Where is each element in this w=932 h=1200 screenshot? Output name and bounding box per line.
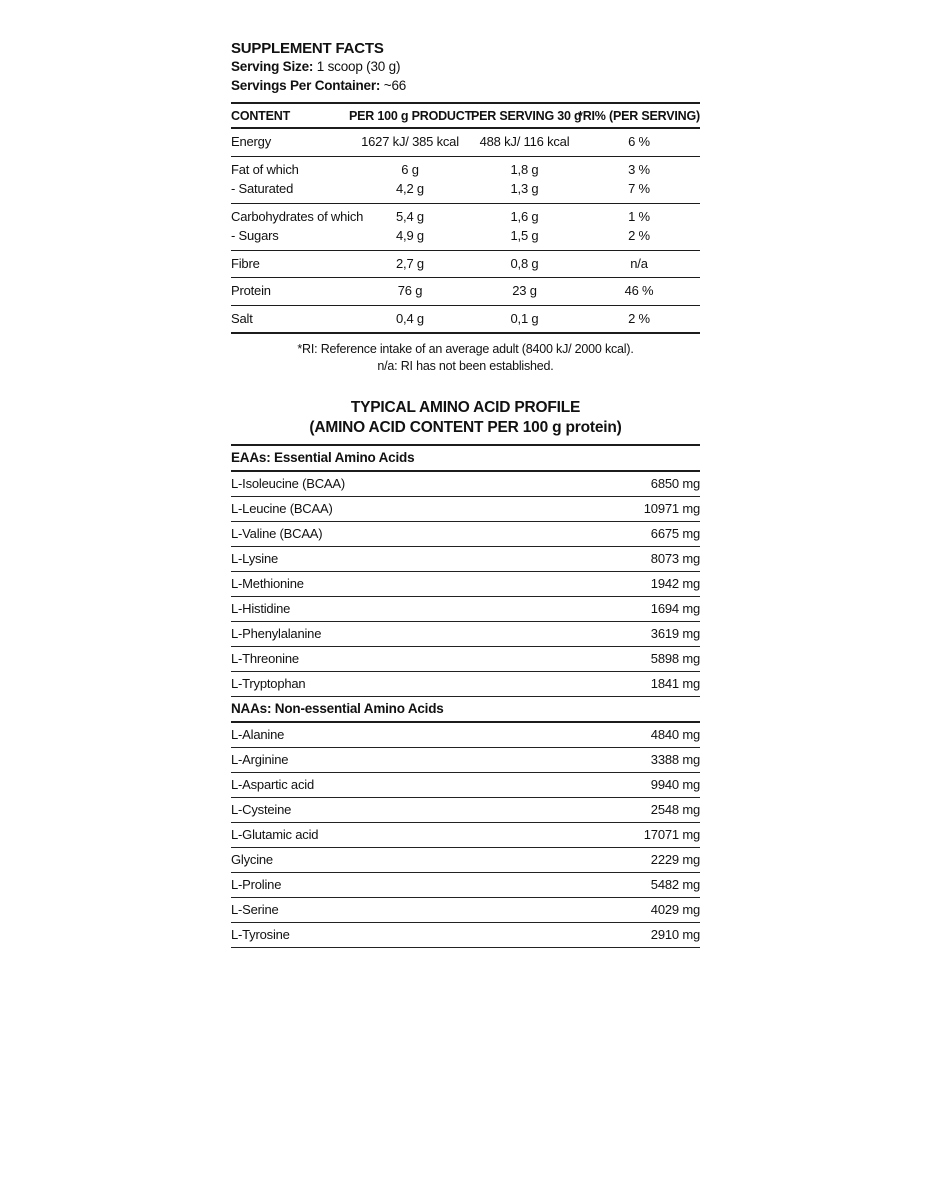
facts-row-carbohydrates xyxy=(231,204,700,251)
amino-row xyxy=(231,923,700,948)
nutrient-name: Energy xyxy=(231,134,271,149)
amino-row xyxy=(231,572,700,597)
nutrient-per-100g: 6 g xyxy=(401,161,419,177)
nutrient-name: Salt xyxy=(231,310,253,326)
amino-value: 4029 mg xyxy=(650,902,700,917)
amino-row xyxy=(231,622,700,647)
nutrient-per-serving: 1,5 g xyxy=(510,228,539,243)
nutrient-per-serving: 0,1 g xyxy=(510,310,539,326)
amino-name: L-Isoleucine (BCAA) xyxy=(231,476,345,491)
amino-row xyxy=(231,597,700,622)
nutrient-name: Fat of which xyxy=(231,161,299,177)
facts-table xyxy=(231,102,700,334)
facts-row-energy xyxy=(231,129,700,157)
nutrient-ri: 1 % xyxy=(628,208,650,224)
supplement-label xyxy=(231,39,700,948)
facts-row-protein xyxy=(231,278,700,306)
facts-line xyxy=(231,226,700,246)
nutrient-ri: n/a xyxy=(630,255,648,271)
nutrient-ri: 46 % xyxy=(624,283,654,298)
facts-line xyxy=(231,281,700,301)
amino-row xyxy=(231,522,700,547)
nutrient-per-serving: 1,6 g xyxy=(510,208,539,224)
amino-name: Glycine xyxy=(231,852,273,867)
section-header-eaas: EAAs: Essential Amino Acids xyxy=(231,446,700,472)
nutrient-name: Carbohydrates of which xyxy=(231,208,364,224)
amino-value: 1841 mg xyxy=(650,676,700,691)
facts-line xyxy=(231,179,700,199)
nutrient-ri: 6 % xyxy=(628,134,650,149)
amino-name: L-Valine (BCAA) xyxy=(231,526,323,541)
nutrient-per-serving: 488 kJ/ 116 kcal xyxy=(479,134,570,149)
nutrient-name: Fibre xyxy=(231,255,260,271)
section-header-naas: NAAs: Non-essential Amino Acids xyxy=(231,697,700,723)
nutrient-name: - Saturated xyxy=(231,181,294,196)
serving-size-label: Serving Size: xyxy=(231,59,314,74)
amino-name: L-Tryptophan xyxy=(231,676,306,691)
amino-name: L-Phenylalanine xyxy=(231,626,322,641)
nutrient-per-100g: 4,2 g xyxy=(396,181,424,196)
amino-name: L-Proline xyxy=(231,877,282,892)
nutrient-name: - Sugars xyxy=(231,228,279,243)
amino-row xyxy=(231,647,700,672)
nutrient-per-100g: 4,9 g xyxy=(396,228,424,243)
servings-per-container-value: ~66 xyxy=(383,77,407,93)
servings-per-container-label: Servings Per Container: xyxy=(231,77,381,93)
nutrient-per-serving: 23 g xyxy=(512,283,537,298)
nutrient-per-serving: 1,3 g xyxy=(510,181,539,196)
amino-name: L-Leucine (BCAA) xyxy=(231,501,333,516)
servings-per-container-row xyxy=(231,77,700,96)
amino-value: 5482 mg xyxy=(650,877,700,892)
facts-header-row xyxy=(231,104,700,129)
nutrient-ri: 2 % xyxy=(628,310,650,326)
facts-line xyxy=(231,207,700,227)
amino-row xyxy=(231,547,700,572)
amino-name: L-Threonine xyxy=(231,651,299,666)
amino-row xyxy=(231,497,700,522)
amino-row xyxy=(231,823,700,848)
amino-name: L-Aspartic acid xyxy=(231,777,314,792)
amino-profile-title xyxy=(231,398,700,438)
amino-row xyxy=(231,848,700,873)
facts-row-salt xyxy=(231,306,700,335)
serving-size-row xyxy=(231,58,700,77)
footnotes xyxy=(231,341,700,375)
nutrient-per-100g: 76 g xyxy=(397,283,423,298)
amino-value: 4840 mg xyxy=(650,727,700,742)
facts-row-fat xyxy=(231,157,700,204)
nutrient-ri: 3 % xyxy=(628,161,650,177)
amino-value: 5898 mg xyxy=(650,651,700,666)
facts-line xyxy=(231,309,700,329)
amino-name: L-Glutamic acid xyxy=(231,827,319,842)
amino-row xyxy=(231,472,700,497)
supplement-facts-title: SUPPLEMENT FACTS xyxy=(231,40,384,57)
nutrient-per-100g: 0,4 g xyxy=(396,310,424,326)
facts-line xyxy=(231,160,700,180)
col-ri-percent: *RI% (PER SERVING) xyxy=(578,109,700,123)
amino-row xyxy=(231,723,700,748)
nutrient-ri: 7 % xyxy=(628,181,650,196)
serving-size-value: 1 scoop (30 g) xyxy=(316,59,401,74)
amino-name: L-Lysine xyxy=(231,551,279,566)
nutrient-per-100g: 1627 kJ/ 385 kcal xyxy=(361,134,459,149)
amino-name: L-Alanine xyxy=(231,727,285,742)
nutrient-per-100g: 2,7 g xyxy=(396,255,424,271)
amino-value: 9940 mg xyxy=(650,777,700,792)
nutrient-per-100g: 5,4 g xyxy=(396,208,424,224)
amino-row xyxy=(231,873,700,898)
amino-value: 1942 mg xyxy=(650,576,700,591)
nutrient-per-serving: 0,8 g xyxy=(510,255,539,271)
facts-line xyxy=(231,254,700,274)
amino-value: 8073 mg xyxy=(650,551,700,566)
amino-row xyxy=(231,773,700,798)
amino-title-line1: TYPICAL AMINO ACID PROFILE xyxy=(350,399,581,416)
amino-value: 2548 mg xyxy=(650,802,700,817)
nutrient-name: Protein xyxy=(231,283,271,298)
col-per-100g: PER 100 g PRODUCT xyxy=(349,109,473,123)
facts-row-fibre xyxy=(231,251,700,279)
facts-line xyxy=(231,132,700,152)
amino-value: 2910 mg xyxy=(650,927,700,942)
amino-value: 6850 mg xyxy=(650,476,700,491)
amino-name: L-Serine xyxy=(231,902,279,917)
amino-row xyxy=(231,898,700,923)
amino-value: 10971 mg xyxy=(643,501,700,516)
amino-acid-table xyxy=(231,444,700,948)
amino-row xyxy=(231,748,700,773)
amino-row xyxy=(231,798,700,823)
nutrient-ri: 2 % xyxy=(628,228,650,243)
amino-value: 3388 mg xyxy=(650,752,700,767)
amino-title-line2: (AMINO ACID CONTENT PER 100 g protein) xyxy=(309,419,622,436)
col-content: CONTENT xyxy=(231,109,291,123)
footnote-na: n/a: RI has not been established. xyxy=(377,359,554,373)
amino-name: L-Tyrosine xyxy=(231,927,290,942)
amino-name: L-Cysteine xyxy=(231,802,292,817)
amino-value: 6675 mg xyxy=(650,526,700,541)
amino-row xyxy=(231,672,700,697)
amino-value: 2229 mg xyxy=(650,852,700,867)
amino-name: L-Histidine xyxy=(231,601,291,616)
nutrient-per-serving: 1,8 g xyxy=(510,161,539,177)
amino-value: 17071 mg xyxy=(643,827,700,842)
amino-name: L-Methionine xyxy=(231,576,304,591)
amino-value: 1694 mg xyxy=(650,601,700,616)
col-per-serving: PER SERVING 30 g xyxy=(471,109,582,123)
footnote-ri: *RI: Reference intake of an average adult (8400 kJ/ 2000 kcal). xyxy=(297,342,634,356)
amino-value: 3619 mg xyxy=(650,626,700,641)
amino-name: L-Arginine xyxy=(231,752,289,767)
